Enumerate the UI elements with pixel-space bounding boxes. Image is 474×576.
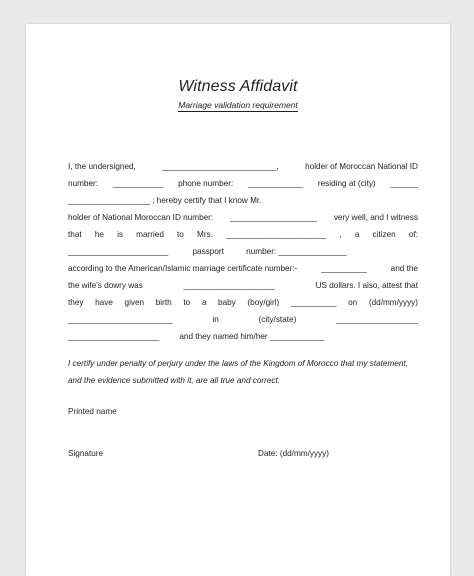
line-segment: (dd/mm/yyyy) [368, 298, 418, 307]
line-segment: ; hereby certify that I know Mr. [152, 196, 262, 205]
line-segment: number: [68, 179, 99, 188]
line-segment: US dollars. I also, attest that [315, 281, 418, 290]
subtitle-text: Marriage validation requirement [178, 100, 298, 110]
line-segment: ______ [390, 179, 418, 188]
body-line-2 [68, 178, 418, 190]
line-segment: _______________ [278, 247, 347, 256]
line-segment: a [354, 230, 360, 239]
body-line-1 [68, 161, 418, 173]
line-segment: ____________________ [183, 281, 275, 290]
line-segment: phone number: [178, 179, 234, 188]
line-segment: and the [390, 264, 418, 273]
line-segment: ___________________ [230, 213, 317, 222]
document-title: Witness Affidavit [178, 78, 298, 95]
line-segment: baby [218, 298, 236, 307]
line-segment: given [124, 298, 145, 307]
line-segment: and they named him/her [179, 332, 268, 341]
document-page [26, 24, 450, 576]
document-subtitle [26, 100, 450, 110]
line-segment: of: [408, 230, 418, 239]
line-segment: ___________ [113, 179, 164, 188]
line-segment: ____________ [269, 332, 325, 341]
line-segment: have [95, 298, 113, 307]
line-segment: __________________ [336, 315, 418, 324]
line-segment: citizen [372, 230, 396, 239]
line-segment: a [201, 298, 207, 307]
line-segment: ____________ [248, 179, 303, 188]
date-label: Date: (dd/mm/yyyy) [258, 449, 329, 458]
line-segment: ______________________ [226, 230, 327, 239]
line-segment: the wife's dowry was [68, 281, 143, 290]
body-line-10 [68, 314, 418, 326]
affidavit-document [26, 24, 450, 576]
line-segment: they [68, 298, 84, 307]
line-segment: Mrs. [197, 230, 213, 239]
line-segment: passport [192, 247, 224, 256]
signature-label: Signature [68, 449, 104, 458]
body-line-3 [68, 195, 418, 207]
line-segment: in [212, 315, 219, 324]
certification-line-1: I certify under penalty of perjury under the laws of the Kingdom of Morocco that my statement, [68, 359, 408, 368]
body-line-4 [68, 212, 418, 224]
line-segment: to [183, 298, 191, 307]
certification-line-2: and the evidence submitted with it, are all true and correct. [68, 376, 281, 385]
line-segment: __________ [321, 264, 367, 273]
body-line-6 [68, 246, 418, 258]
line-segment: birth [155, 298, 172, 307]
body-line-9 [68, 297, 418, 309]
line-segment: ______________________ [68, 247, 169, 256]
body-line-5 [68, 229, 418, 241]
printed-name-label: Printed name [68, 407, 117, 416]
line-segment: _________________________, [162, 162, 279, 171]
line-segment: married [136, 230, 164, 239]
body-line-8 [68, 280, 418, 292]
line-segment: residing at (city) [317, 179, 376, 188]
line-segment: __________ [290, 298, 337, 307]
line-segment: on [348, 298, 358, 307]
line-segment: __________________ [68, 196, 150, 205]
line-segment: (city/state) [258, 315, 297, 324]
line-segment: that [68, 230, 82, 239]
body-line-7 [68, 263, 418, 275]
line-segment: I, the undersigned, [68, 162, 136, 171]
line-segment: ____________________ [68, 332, 160, 341]
line-segment: _______________________ [68, 315, 173, 324]
line-segment: (boy/girl) [247, 298, 280, 307]
line-segment: he [94, 230, 104, 239]
line-segment: holder of National Moroccan ID number: [68, 213, 214, 222]
body-line-11 [68, 331, 418, 343]
line-segment: to [177, 230, 184, 239]
line-segment: , [339, 230, 342, 239]
line-segment: number: [246, 247, 277, 256]
line-segment: very well, and I witness [333, 213, 418, 222]
line-segment: according to the American/Islamic marriage certificate number:- [68, 264, 298, 273]
line-segment: holder of Moroccan National ID [305, 162, 418, 171]
line-segment: is [117, 230, 123, 239]
